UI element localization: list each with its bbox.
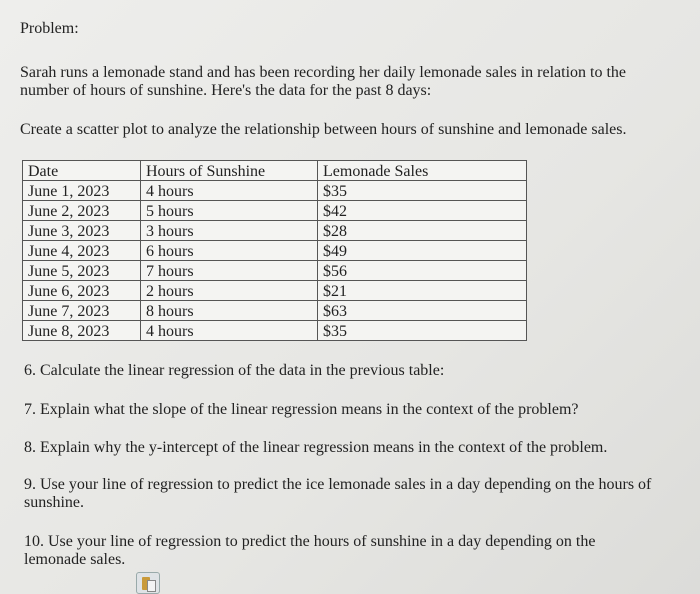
cell-sales: $35 xyxy=(318,181,527,201)
cell-hours: 3 hours xyxy=(141,221,318,241)
clipboard-icon[interactable] xyxy=(136,572,160,594)
header-date: Date xyxy=(23,161,141,181)
intro-line-2: number of hours of sunshine. Here's the data for the past 8 days: xyxy=(20,82,432,99)
cell-date: June 5, 2023 xyxy=(23,261,141,281)
cell-date: June 3, 2023 xyxy=(23,221,141,241)
question-9: 9. Use your line of regression to predict the ice lemonade sales in a day depending on the hours of sunshine. xyxy=(24,476,652,511)
cell-hours: 4 hours xyxy=(141,321,318,341)
question-6: 6. Calculate the linear regression of the data in the previous table: xyxy=(24,362,445,379)
cell-sales: $63 xyxy=(318,301,527,321)
cell-sales: $28 xyxy=(318,221,527,241)
cell-sales: $42 xyxy=(318,201,527,221)
cell-sales: $21 xyxy=(318,281,527,301)
cell-hours: 2 hours xyxy=(141,281,318,301)
cell-date: June 4, 2023 xyxy=(23,241,141,261)
cell-sales: $56 xyxy=(318,261,527,281)
cell-date: June 7, 2023 xyxy=(23,301,141,321)
table-header-row xyxy=(23,161,527,181)
cell-hours: 5 hours xyxy=(141,201,318,221)
cell-date: June 6, 2023 xyxy=(23,281,141,301)
problem-heading: Problem: xyxy=(20,20,79,37)
table-row xyxy=(23,201,527,221)
table-row xyxy=(23,321,527,341)
question-8: 8. Explain why the y-intercept of the linear regression means in the context of the problem. xyxy=(24,439,608,456)
sunshine-sales-table xyxy=(22,160,527,341)
cell-hours: 8 hours xyxy=(141,301,318,321)
question-7: 7. Explain what the slope of the linear regression means in the context of the problem? xyxy=(24,401,579,418)
cell-sales: $35 xyxy=(318,321,527,341)
cell-hours: 7 hours xyxy=(141,261,318,281)
header-hours: Hours of Sunshine xyxy=(141,161,318,181)
cell-hours: 4 hours xyxy=(141,181,318,201)
task-text: Create a scatter plot to analyze the relationship between hours of sunshine and lemonade sales. xyxy=(20,121,627,138)
cell-date: June 8, 2023 xyxy=(23,321,141,341)
question-10: 10. Use your line of regression to predict the hours of sunshine in a day depending on the lemonade sales. xyxy=(24,533,596,568)
table-row xyxy=(23,281,527,301)
cell-date: June 1, 2023 xyxy=(23,181,141,201)
table-row xyxy=(23,261,527,281)
table-row xyxy=(23,221,527,241)
table-row xyxy=(23,301,527,321)
cell-date: June 2, 2023 xyxy=(23,201,141,221)
table-row xyxy=(23,181,527,201)
intro-line-1: Sarah runs a lemonade stand and has been recording her daily lemonade sales in relation to the xyxy=(20,64,627,81)
header-sales: Lemonade Sales xyxy=(318,161,527,181)
table-row xyxy=(23,241,527,261)
cell-hours: 6 hours xyxy=(141,241,318,261)
cell-sales: $49 xyxy=(318,241,527,261)
